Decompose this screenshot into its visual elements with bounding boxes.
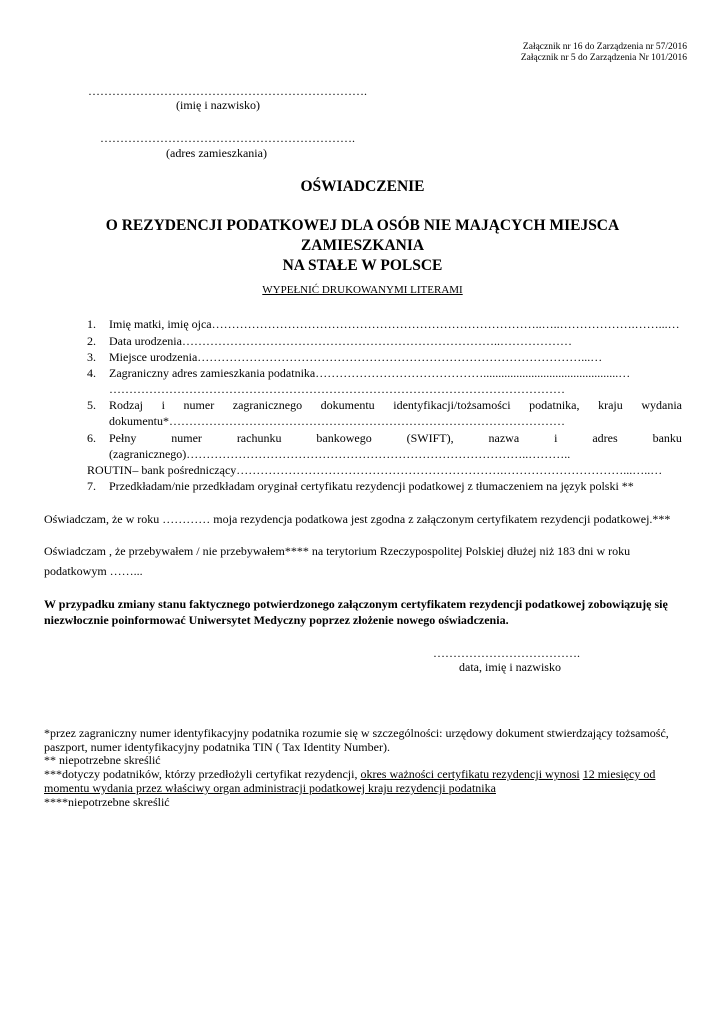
annex-line-2: Załącznik nr 5 do Zarządzenia Nr 101/2016 — [520, 53, 687, 63]
statement-tax-residence: Oświadczam, że w roku ………… moja rezydencja podatkowa jest zgodna z załączonym certyfikatem rezydencji podatkowej.*** — [44, 512, 671, 526]
item-word: kraju — [598, 398, 623, 412]
item-number: 7. — [87, 479, 96, 493]
item-word: rachunku — [236, 431, 282, 445]
address-field-caption: (adres zamieszkania) — [166, 146, 267, 160]
item-justified-line — [109, 431, 682, 446]
name-field-dots[interactable]: ……………………………………………………………. — [88, 84, 367, 98]
footnote-3-underlined-validity: okres ważności certyfikatu rezydencji wynosi — [360, 767, 580, 781]
subtitle-line-3: NA STAŁE W POLSCE — [282, 257, 443, 274]
item-word: i — [161, 398, 165, 412]
item-word: banku — [652, 431, 682, 445]
item-justified-line — [109, 398, 682, 413]
statement-stay-line-1: Oświadczam , że przebywałem / nie przebywałem**** na terytorium Rzeczypospolitej Polskiej dłużej niż 183 dni w roku — [44, 544, 631, 558]
subtitle-line-2: ZAMIESZKANIA — [300, 237, 425, 254]
item-word: numer — [183, 398, 215, 412]
item-id-document[interactable] — [0, 398, 725, 432]
item-number: 2. — [87, 334, 96, 348]
item-word: Pełny — [109, 431, 137, 445]
document-title: OŚWIADCZENIE — [300, 178, 425, 195]
item-number: 6. — [87, 431, 96, 445]
item-word: zagranicznego — [232, 398, 303, 412]
item-number: 4. — [87, 366, 96, 380]
item-word: nazwa — [488, 431, 520, 445]
footnote-3 — [44, 767, 684, 795]
footnote-4: ****niepotrzebne skreślić — [44, 795, 170, 809]
item-word: i — [554, 431, 558, 445]
item-word: Rodzaj — [109, 398, 143, 412]
annex-line-1: Załącznik nr 16 do Zarządzenia nr 57/2016 — [522, 42, 687, 52]
item-text: Data urodzenia……………………………………………………………………..……………… — [109, 334, 572, 348]
item-word: dokumentu — [320, 398, 375, 412]
statement-stay-line-2: podatkowym ……... — [44, 564, 143, 578]
footnote-2: ** niepotrzebne skreślić — [44, 753, 161, 767]
footnote-1: *przez zagraniczny numer identyfikacyjny podatnika rozumie się w szczególności: urzędowy dokument stwierdzający tożsamość, paszport, numer identyfikacyjny podatnika TIN ( Tax Identity Number). — [44, 726, 669, 754]
item-number: 1. — [87, 317, 96, 331]
obligation-notice: W przypadku zmiany stanu faktycznego potwierdzonego załączonym certyfikatem rezydencji podatkowej zobowiązuję się niezwłocznie poinformować Uniwersytet Medyczny poprzez złożenie nowego oświadczenia. — [44, 597, 668, 627]
fill-instruction — [0, 284, 725, 296]
signature-caption: data, imię i nazwisko — [459, 660, 561, 674]
item-continuation: dokumentu*……………………………………………………………………………………… — [109, 414, 565, 428]
item-birth-date[interactable] — [0, 334, 725, 350]
footnote-3-part-a: ***dotyczy podatników, którzy przedłożyli certyfikat rezydencji, — [44, 767, 361, 781]
footnote-3-underlined-period: 12 miesięcy od momentu wydania przez właściwy organ administracji podatkowej kraju rezydencji podatnika — [44, 767, 656, 795]
item-birth-place[interactable] — [0, 350, 725, 366]
item-word: numer — [171, 431, 202, 445]
fill-instruction-text: WYPEŁNIĆ DRUKOWANYMI LITERAMI — [262, 284, 463, 296]
item-word: identyfikacji/tożsamości — [393, 398, 511, 412]
item-word: adres — [592, 431, 618, 445]
address-field-dots[interactable]: ………………………………………………………. — [100, 131, 355, 145]
signature-dots[interactable]: ………………………………. — [433, 646, 580, 660]
item-word: (SWIFT), — [406, 431, 454, 445]
annex-reference — [521, 42, 687, 64]
item-number: 3. — [87, 350, 96, 364]
item-continuation: (zagranicznego)…………………………………………………………………………..……….. — [109, 447, 571, 461]
item-text: Miejsce urodzenia……………………………………………………………………………………...… — [109, 350, 603, 364]
item-bank-account[interactable] — [0, 431, 725, 465]
name-field-caption: (imię i nazwisko) — [176, 98, 260, 112]
item-word: wydania — [641, 398, 682, 412]
document-subtitle — [0, 216, 725, 276]
item-foreign-address[interactable] — [0, 366, 725, 400]
item-text: Przedkładam/nie przedkładam oryginał certyfikatu rezydencji podatkowej z tłumaczeniem na język polski ** — [109, 479, 634, 493]
item-word: bankowego — [316, 431, 372, 445]
item-mother-father-name[interactable] — [0, 317, 725, 333]
item-text: Imię matki, imię ojca………………………………………………………………………..…..……………….……...… — [109, 317, 680, 331]
item-word: podatnika, — [529, 398, 580, 412]
item-text: Zagraniczny adres zamieszkania podatnika…………………………………….............................................… — [109, 366, 631, 380]
item-continuation: …………………………………………………………………………………………………… — [109, 382, 565, 396]
item-certificate-original[interactable] — [0, 479, 725, 495]
item-routing-bank[interactable]: ROUTIN– bank pośredniczący………………………………………………………….…………………………...…..… — [87, 463, 663, 477]
item-number: 5. — [87, 398, 96, 412]
subtitle-line-1: O REZYDENCJI PODATKOWEJ DLA OSÓB NIE MAJĄCYCH MIEJSCA — [105, 217, 620, 234]
